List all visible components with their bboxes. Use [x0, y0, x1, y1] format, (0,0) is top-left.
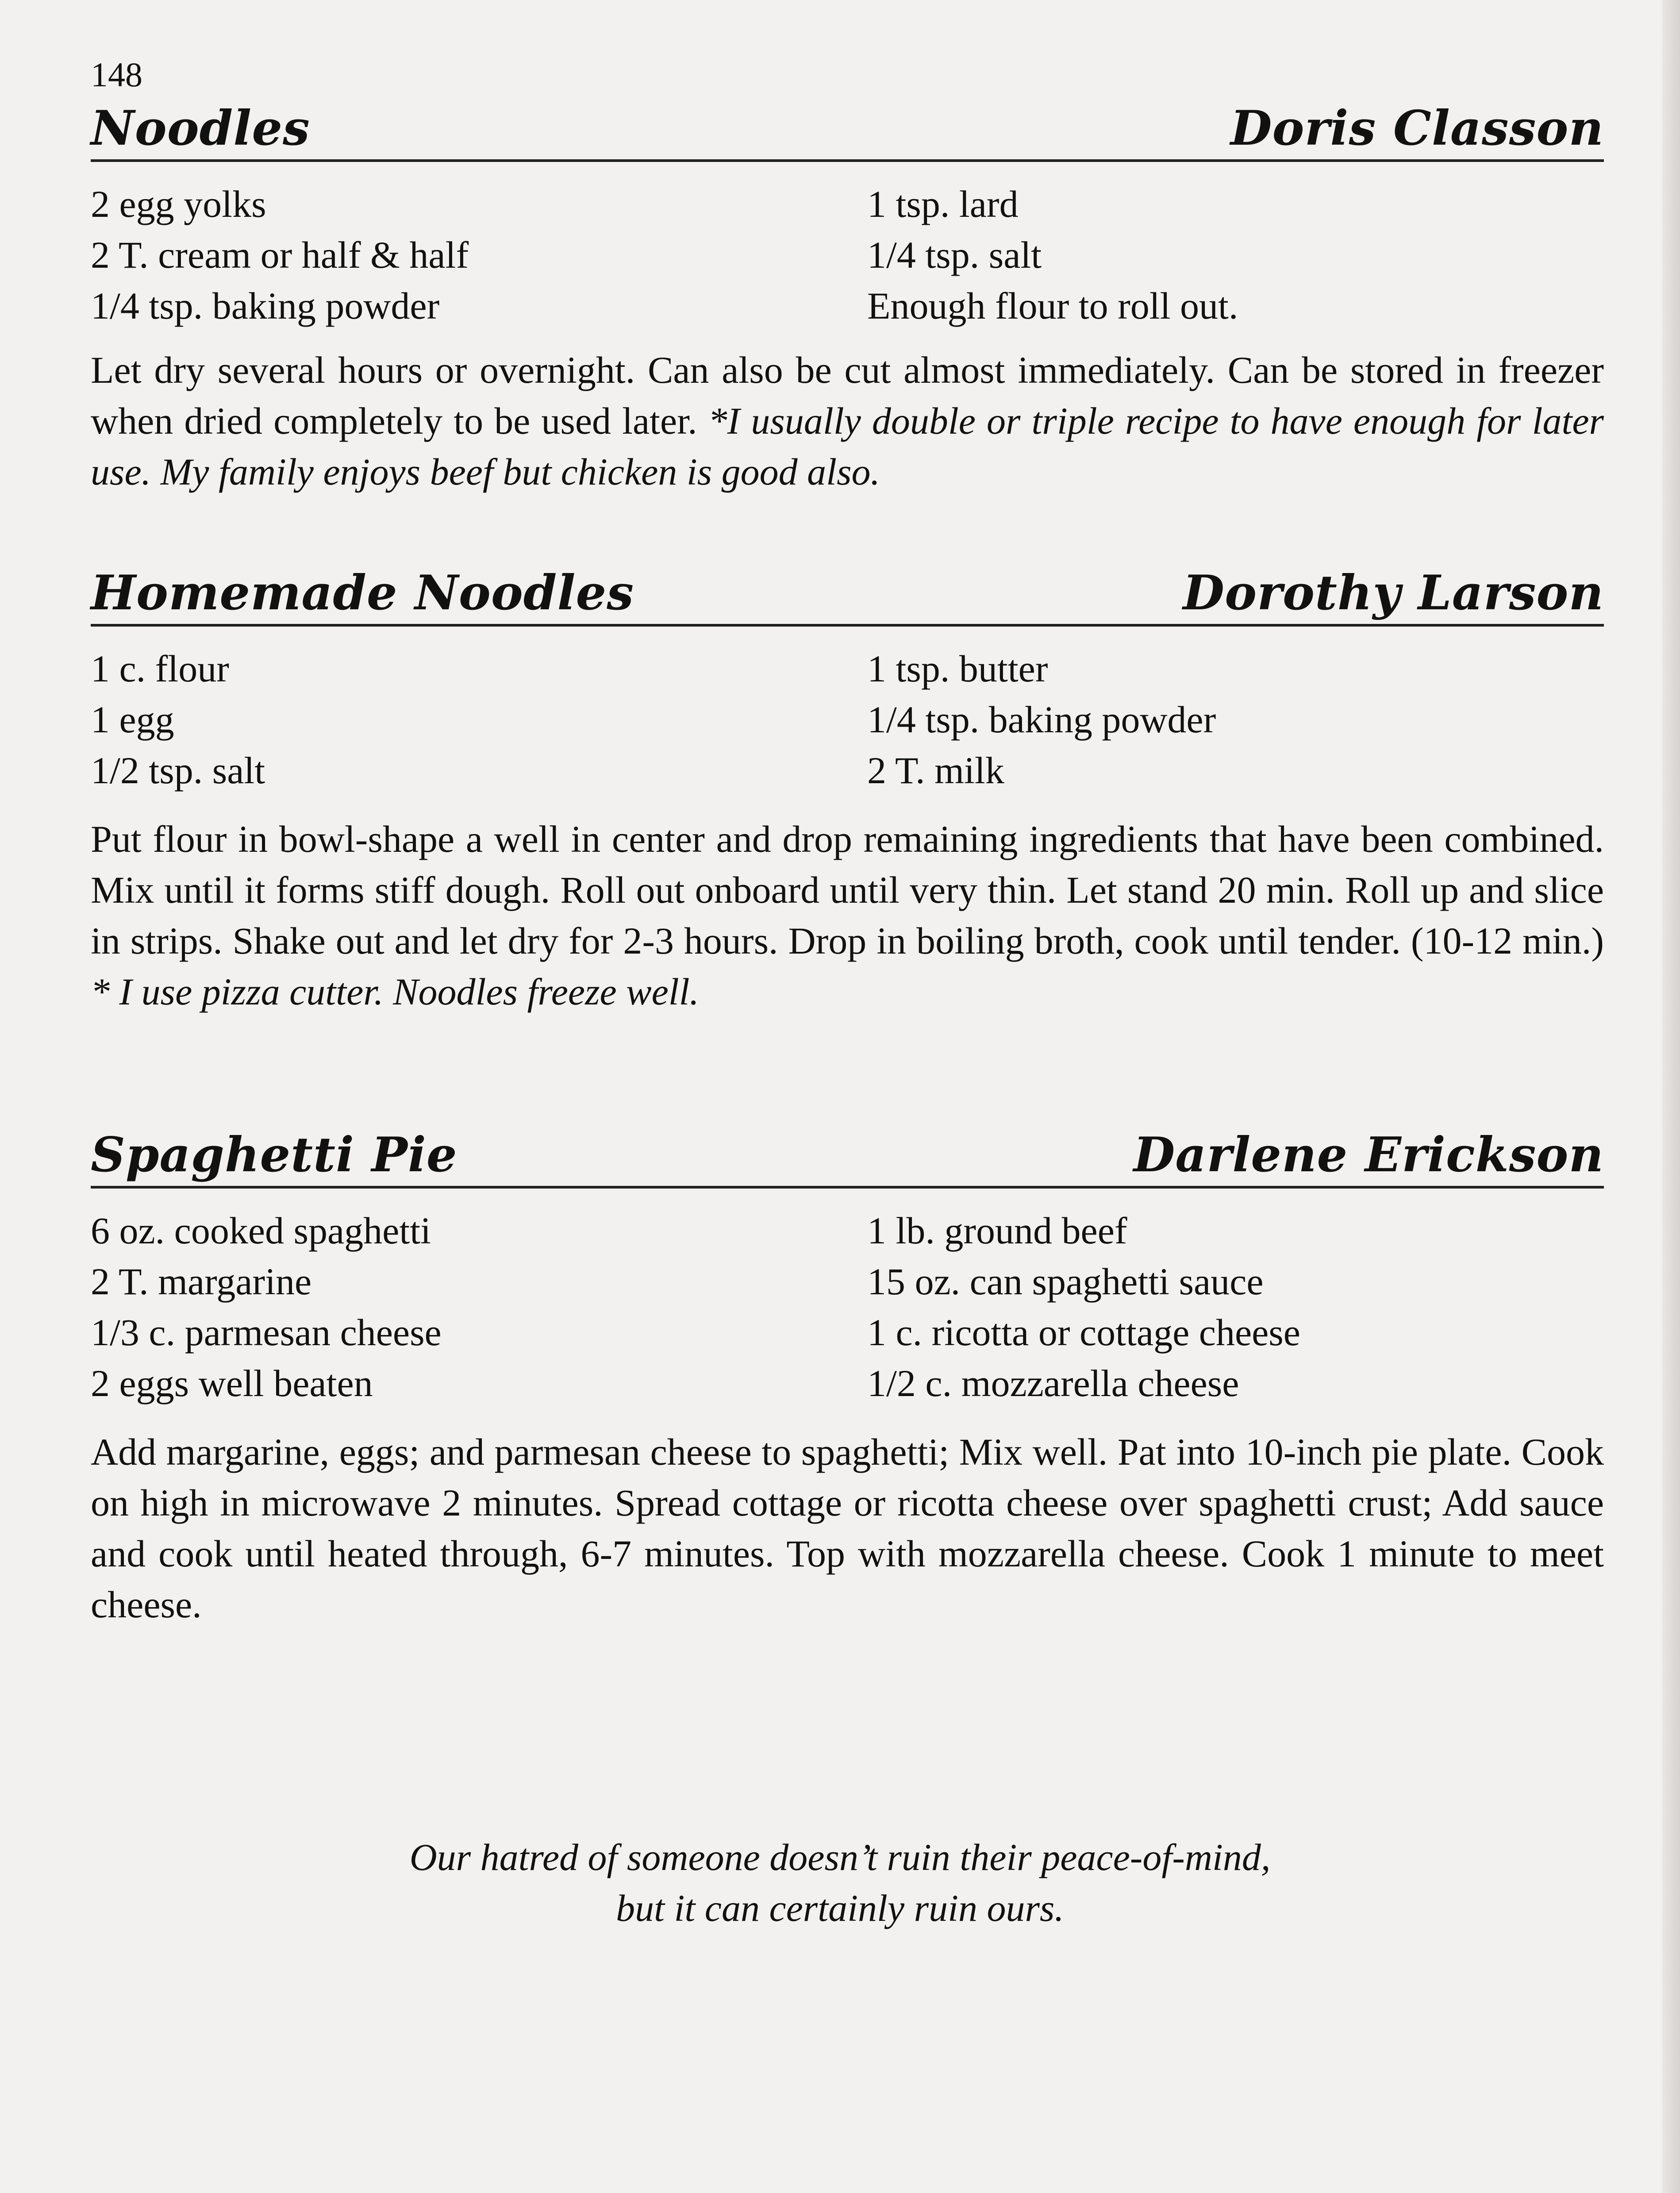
- quote-line-1: Our hatred of someone doesn’t ruin their peace-of-mind,: [409, 1836, 1271, 1878]
- recipe-directions: [91, 345, 1604, 497]
- recipe-note: * I use pizza cutter. Noodles freeze well.: [91, 970, 700, 1013]
- ingredient: 6 oz. cooked spaghetti: [91, 1209, 431, 1252]
- recipe-directions: [91, 1427, 1604, 1630]
- ingredient-column-right: [867, 179, 1238, 331]
- ingredient-column-right: [867, 1205, 1300, 1409]
- ingredient: Enough flour to roll out.: [867, 285, 1238, 327]
- ingredient: 1/2 c. mozzarella cheese: [867, 1362, 1239, 1404]
- recipe-header: [91, 100, 1604, 162]
- ingredient-column-left: [91, 643, 265, 796]
- ingredient: 1/4 tsp. baking powder: [91, 285, 440, 327]
- ingredient: 2 T. margarine: [91, 1260, 312, 1303]
- ingredient: 1/3 c. parmesan cheese: [91, 1311, 442, 1354]
- ingredient-list: [91, 1205, 1604, 1409]
- recipe-header: [91, 565, 1604, 627]
- ingredient: 2 T. cream or half & half: [91, 234, 469, 276]
- ingredient: 1 egg: [91, 698, 174, 741]
- closing-quote: [0, 1832, 1680, 1934]
- recipe-title: Noodles: [91, 100, 310, 156]
- recipe-author: Dorothy Larson: [1183, 565, 1604, 621]
- ingredient: 1 c. ricotta or cottage cheese: [867, 1311, 1300, 1354]
- recipe-author: Doris Classon: [1230, 100, 1604, 156]
- ingredient: 1 c. flour: [91, 647, 229, 690]
- ingredient: 2 eggs well beaten: [91, 1362, 373, 1404]
- ingredient: 1 tsp. butter: [867, 647, 1048, 690]
- ingredient: 2 T. milk: [867, 749, 1004, 792]
- ingredient-column-left: [91, 179, 469, 331]
- recipe-directions: [91, 814, 1604, 1017]
- quote-line-2: but it can certainly ruin ours.: [616, 1887, 1064, 1929]
- ingredient-list: [91, 179, 1604, 331]
- directions-text: Put flour in bowl-shape a well in center and drop remaining ingredients that have been combined. Mix until it forms stiff dough. Roll out onboard until very thin. Let stand 20 min. Roll up and slice in strips. Shake out and let dry for 2-3 hours. Drop in boiling broth, cook until tender. (10-12 min.): [91, 818, 1604, 962]
- ingredient-column-right: [867, 643, 1216, 796]
- directions-text: Let dry several hours or overnight. Can also be cut almost immediately. Can be stored in freezer when dried completely to be used later.: [91, 349, 1604, 442]
- recipe-author: Darlene Erickson: [1133, 1127, 1604, 1183]
- recipe-spaghetti-pie: [91, 1127, 1604, 1630]
- directions-text: Add margarine, eggs; and parmesan cheese to spaghetti; Mix well. Pat into 10-inch pie plate. Cook on high in microwave 2 minutes. Spread cottage or ricotta cheese over spaghetti crust; Add sauce and cook until heated through, 6-7 minutes. Top with mozzarella cheese. Cook 1 minute to meet cheese.: [91, 1431, 1604, 1626]
- ingredient: 1/4 tsp. baking powder: [867, 698, 1216, 741]
- ingredient: 15 oz. can spaghetti sauce: [867, 1260, 1264, 1303]
- recipe-noodles: [91, 100, 1604, 497]
- recipe-header: [91, 1127, 1604, 1189]
- ingredient-column-left: [91, 1205, 442, 1409]
- page-number: 148: [91, 55, 142, 94]
- ingredient: 1/4 tsp. salt: [867, 234, 1042, 276]
- ingredient: 1 tsp. lard: [867, 183, 1019, 225]
- recipe-homemade-noodles: [91, 565, 1604, 1017]
- ingredient-list: [91, 643, 1604, 796]
- recipe-note: *I usually double or triple recipe to have enough for later use. My family enjoys beef but chicken is good also.: [91, 400, 1604, 493]
- ingredient: 1/2 tsp. salt: [91, 749, 265, 792]
- ingredient: 1 lb. ground beef: [867, 1209, 1127, 1252]
- recipe-title: Spaghetti Pie: [91, 1127, 457, 1183]
- recipe-title: Homemade Noodles: [91, 565, 634, 621]
- ingredient: 2 egg yolks: [91, 183, 266, 225]
